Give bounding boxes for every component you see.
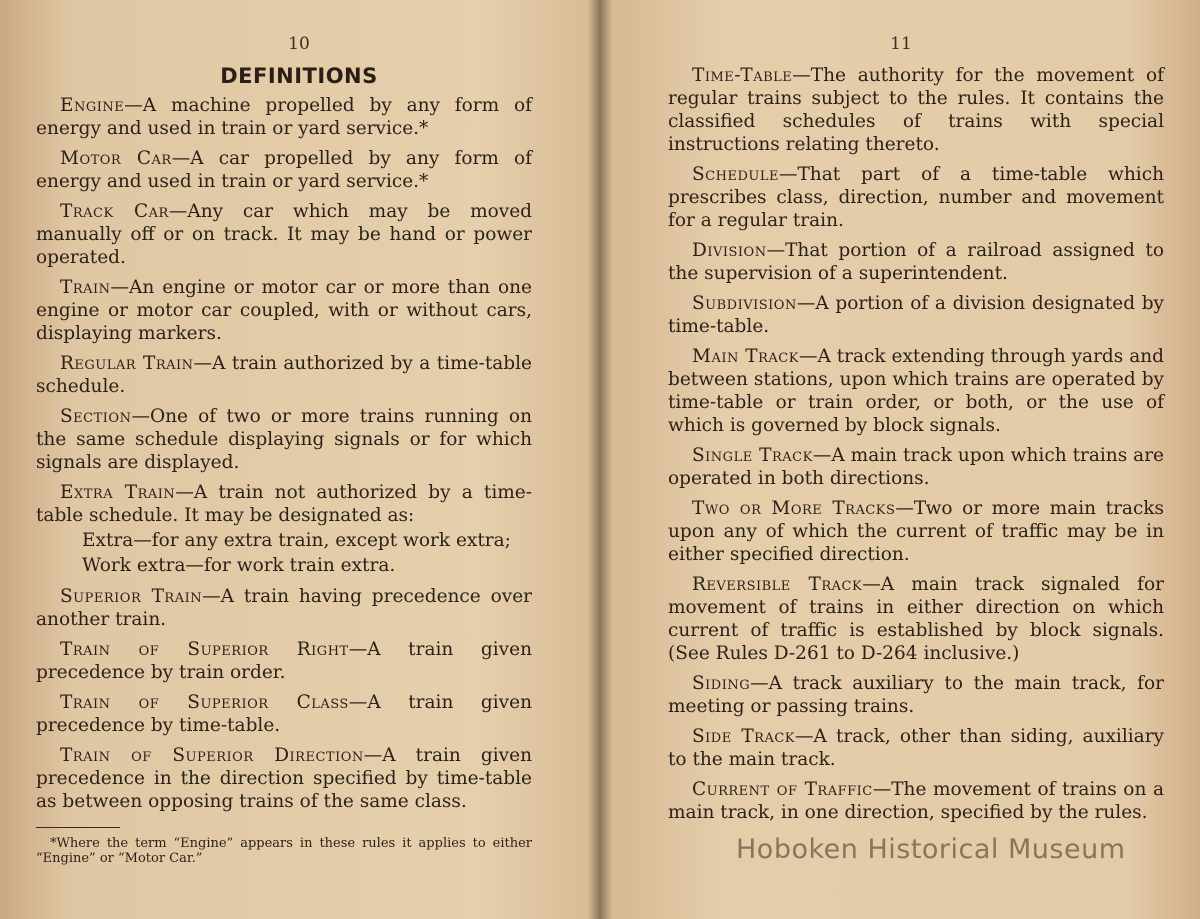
- museum-watermark: Hoboken Historical Museum: [736, 834, 1126, 865]
- definition-term: Section: [60, 406, 132, 427]
- definition: [36, 276, 532, 345]
- definition-text: —A track auxiliary to the main track, for meeting or passing trains.: [668, 673, 1164, 717]
- definition: [668, 292, 1164, 338]
- definition: [668, 725, 1164, 771]
- left-page: [0, 0, 598, 919]
- definition-text: —The movement of trains on a main track, in one direction, specified by the rules.: [668, 779, 1164, 823]
- definition-term: Superior Train: [60, 586, 203, 607]
- definition-text: —That part of a time-table which prescribes class, direction, number and movement for a regular train.: [668, 164, 1164, 231]
- definition-term: Motor Car: [60, 148, 172, 169]
- definition: [36, 200, 532, 269]
- definition-term: Train: [60, 277, 111, 298]
- right-page: [602, 0, 1200, 919]
- definition-text: —A train given precedence by time-table.: [36, 692, 532, 736]
- definition-term: Main Track: [692, 346, 799, 367]
- extra-subitem: Work extra—for work train extra.: [82, 555, 396, 576]
- definition-text: —A track extending through yards and between stations, upon which trains are operated by time-table or train order, or both, or the use of which is governed by block signals.: [668, 346, 1164, 436]
- definition-text: —The authority for the movement of regular trains subject to the rules. It contains the classified schedules of trains with special instructions relating thereto.: [668, 65, 1164, 155]
- definition-term: Reversible Track: [692, 574, 863, 595]
- definition-text: —A machine propelled by any form of energy and used in train or yard service.*: [36, 95, 532, 139]
- definition: [36, 481, 532, 527]
- definition: [668, 778, 1164, 824]
- definition: [668, 345, 1164, 437]
- definition: [668, 573, 1164, 665]
- definition-text: —A train given precedence by train order.: [36, 639, 532, 683]
- definition-term: Subdivision: [692, 293, 797, 314]
- definition: [668, 163, 1164, 232]
- definition: [36, 94, 532, 140]
- definition-text: —A car propelled by any form of energy and used in train or yard service.*: [36, 148, 532, 192]
- definition: [36, 691, 532, 737]
- definition-term: Regular Train: [60, 353, 194, 374]
- definition-text: —A portion of a division designated by time-table.: [668, 293, 1164, 337]
- definition-text: —A train having precedence over another train.: [36, 586, 532, 630]
- definition-text: —A train not authorized by a time-table schedule. It may be designated as:: [36, 482, 532, 526]
- definition-term: Extra Train: [60, 482, 176, 503]
- page-number: 11: [890, 34, 912, 54]
- definition-text: —Two or more main tracks upon any of which the current of traffic may be in either specified direction.: [668, 498, 1165, 565]
- definition: [668, 64, 1164, 156]
- definition-term: Engine: [60, 95, 125, 116]
- definition-term: Two or More Tracks: [692, 498, 896, 519]
- definition-term: Division: [692, 240, 767, 261]
- definition-term: Siding: [692, 673, 751, 694]
- definition: [36, 147, 532, 193]
- definition: [668, 239, 1164, 285]
- definition: [36, 744, 532, 813]
- extra-subitem: Extra—for any extra train, except work extra;: [82, 530, 511, 551]
- definition-text: —That portion of a railroad assigned to the supervision of a superintendent.: [668, 240, 1164, 284]
- definition: [668, 672, 1164, 718]
- definition: [36, 405, 532, 474]
- definition: [668, 444, 1164, 490]
- definition-term: Current of Traffic: [692, 779, 873, 800]
- definition-text: —A main track upon which trains are operated in both directions.: [668, 445, 1164, 489]
- page-number: 10: [288, 34, 310, 54]
- definition-term: Train of Superior Direction: [60, 745, 364, 766]
- definition-term: Schedule: [692, 164, 779, 185]
- definition: [668, 497, 1164, 566]
- definition-term: Single Track: [692, 445, 813, 466]
- footnote: *Where the term “Engine” appears in these rules it applies to either “Engine” or “Motor Car.”: [36, 836, 532, 866]
- definition-text: —Any car which may be moved manually off or on track. It may be hand or power operated.: [36, 201, 533, 268]
- definition: [36, 585, 532, 631]
- definition-term: Train of Superior Class: [60, 692, 349, 713]
- definition: [36, 352, 532, 398]
- definition-text: —A main track signaled for movement of trains in either direction on which current of traffic is established by block signals. (See Rules D-261 to D-264 inclusive.): [668, 574, 1165, 664]
- definition-term: Track Car: [60, 201, 169, 222]
- definition-text: —A train given precedence in the direction specified by time-table as between opposing trains of the same class.: [36, 745, 532, 812]
- definition-text: —An engine or motor car or more than one engine or motor car coupled, with or without cars, displaying markers.: [36, 277, 532, 344]
- definition-term: Time-Table: [692, 65, 793, 86]
- definition-text: —One of two or more trains running on the same schedule displaying signals or for which signals are displayed.: [36, 406, 532, 473]
- definition-text: —A train authorized by a time-table schedule.: [36, 353, 532, 397]
- page-heading: DEFINITIONS: [220, 64, 378, 88]
- definition-term: Side Track: [692, 726, 796, 747]
- definition-term: Train of Superior Right: [60, 639, 349, 660]
- footnote-divider: [36, 827, 120, 828]
- definition: [36, 638, 532, 684]
- definition-text: —A track, other than siding, auxiliary to the main track.: [668, 726, 1165, 770]
